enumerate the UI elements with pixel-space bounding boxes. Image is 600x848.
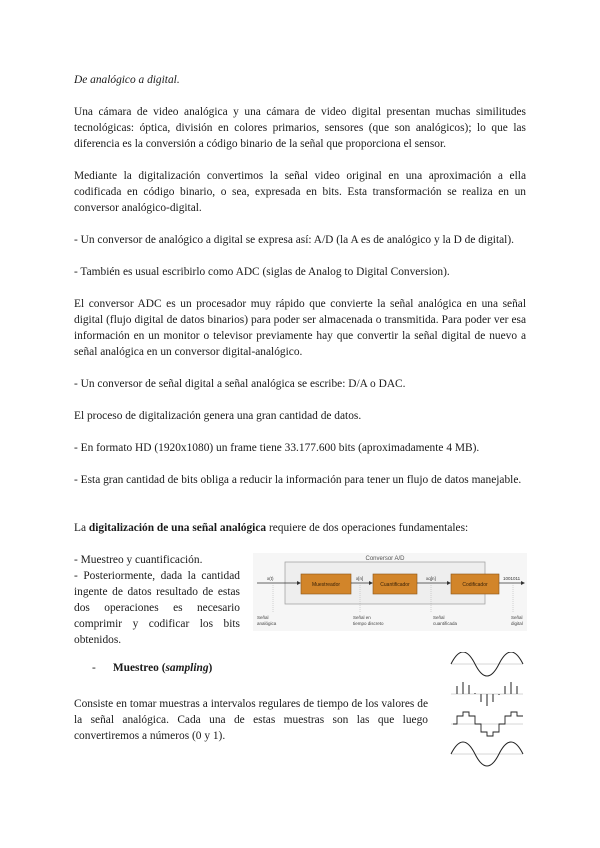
section-italic: sampling (165, 662, 209, 674)
paragraph-digitalization: Mediante la digitalización convertimos la señal video original en una aproximación a ella codificada en código binario, o sea, expresada en bits. Esta transformación se realiza en un conversor analógico-digital. (74, 170, 526, 214)
operations-bold: digitalización de una señal analógica (88, 522, 267, 534)
label-x-t: x(t) (267, 576, 274, 581)
caption-in-1: Señal (257, 615, 269, 620)
section-close: ) (208, 662, 213, 674)
converter-title: Conversor A/D (365, 556, 405, 562)
op-sampling-quantization: - Muestreo y cuantificación. (74, 554, 203, 566)
caption-s-1: Señal en (353, 615, 371, 620)
section-dash: - (92, 662, 96, 674)
label-x-n: x[n] (356, 576, 364, 581)
section-muestreo-heading (92, 660, 392, 676)
label-xq-n: xq[n] (426, 576, 436, 581)
block-codificador-label: Codificador (462, 582, 488, 588)
caption-q-2: cuantificada (433, 621, 458, 626)
paragraph-intro: Una cámara de video analógica y una cámara de video digital presentan muchas similitudes tecnológicas: óptica, división en colores primarios, sensores (que son analógicos); lo que las diferencia es la conversión a código binario de la señal que proporciona el sensor. (74, 106, 526, 150)
paragraph-sampling: Consiste en tomar muestras a intervalos regulares de tiempo de los valores de la señal analógica. Cada una de estas muestras son las que luego convertiremos a números (0 y 1). (74, 698, 428, 742)
paragraph-adc: El conversor ADC es un procesador muy rápido que convierte la señal analógica en una señal digital (flujo digital de datos binarios) para poder ser almacenada o transmitida. Para poder ver esa información en un monitor o televisor previamente hay que convertir la señal digital de nuevo a señal analógica en un conversor digital-analógico. (74, 298, 526, 358)
caption-q-1: Señal (433, 615, 445, 620)
block-muestreador-label: Muestreador (311, 582, 341, 588)
bullet-reduce: - Esta gran cantidad de bits obliga a reducir la información para tener un flujo de datos manejable. (74, 474, 522, 486)
caption-out-2: digital (511, 621, 523, 626)
sampling-illustration (447, 652, 527, 770)
block-cuantificador-label: Cuantificador (380, 582, 410, 588)
label-output-bits: 1001011 (503, 576, 521, 581)
paragraph-operations (74, 520, 526, 536)
bullet-ad: - Un conversor de analógico a digital se expresa así: A/D (la A es de analógico y la D de digital). (74, 234, 514, 246)
op-compress-code: - Posteriormente, dada la cantidad ingente de datos resultado de estas dos operaciones es necesario comprimir y codificar los bits obtenidos. (74, 570, 240, 646)
section-bold: Muestreo ( (112, 662, 166, 674)
paragraph-data-amount: El proceso de digitalización genera una gran cantidad de datos. (74, 410, 362, 422)
bullet-dac: - Un conversor de señal digital a señal analógica se escribe: D/A o DAC. (74, 378, 406, 390)
bullet-adc: - También es usual escribirlo como ADC (siglas de Analog to Digital Conversion). (74, 266, 450, 278)
bullet-hd-frame: - En formato HD (1920x1080) un frame tiene 33.177.600 bits (aproximadamente 4 MB). (74, 442, 480, 454)
caption-s-2: tiempo discreto (353, 621, 384, 626)
caption-in-2: analógica (257, 621, 277, 626)
operations-pre: La (74, 522, 89, 534)
doc-title: De analógico a digital. (74, 74, 180, 86)
operations-post: requiere de dos operaciones fundamentales: (266, 522, 469, 534)
caption-out-1: Señal (511, 615, 523, 620)
ad-converter-diagram (253, 553, 527, 631)
